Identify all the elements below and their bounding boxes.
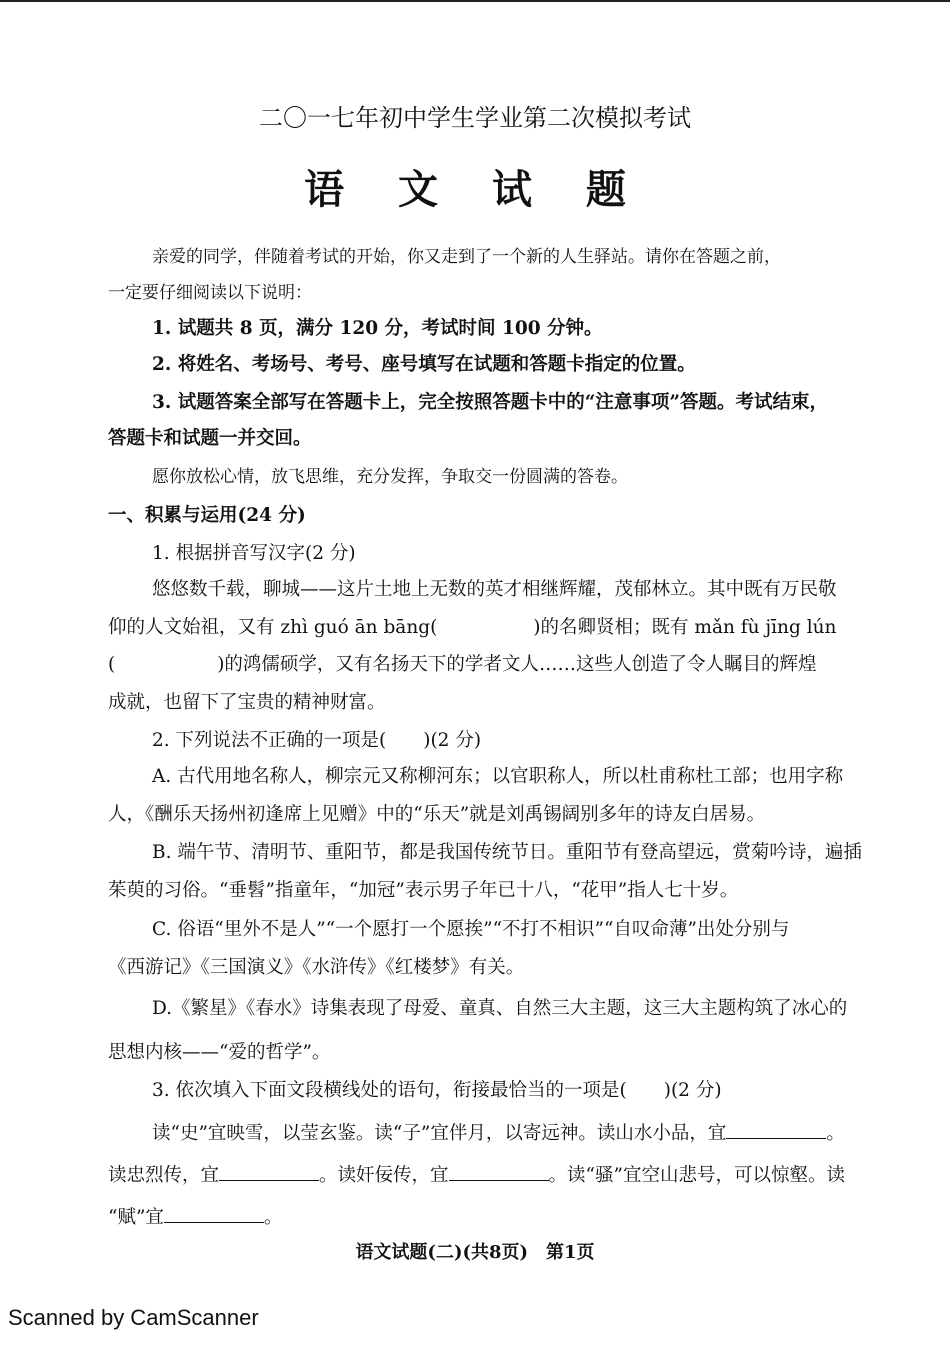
q3-text-line bbox=[152, 1120, 882, 1147]
wish-text: 愿你放松心情，放飞思维，充分发挥，争取交一份圆满的答卷。 bbox=[152, 467, 628, 487]
q3-text: “赋”宜 bbox=[108, 1207, 164, 1228]
q3-text: 读忠烈传，宜 bbox=[108, 1165, 220, 1186]
q1-text-cont: )的鸿儒硕学，又有名扬天下的学者文人……这些人创造了令人瞩目的辉煌 bbox=[217, 654, 817, 675]
fill-blank[interactable] bbox=[164, 1204, 264, 1223]
exam-name: 二〇一七年初中学生学业第二次模拟考试 bbox=[259, 104, 691, 132]
q3-prompt: 3. 依次填入下面文段横线处的语句，衔接最恰当的一项是( )(2 分) bbox=[152, 1080, 722, 1101]
q1-text-line: 悠悠数千载，聊城——这片土地上无数的英才相继辉耀，茂郁林立。其中既有万民敬 bbox=[152, 579, 837, 600]
q3-text-line bbox=[108, 1204, 883, 1231]
q3-punct: 。 bbox=[826, 1123, 845, 1144]
fill-blank[interactable] bbox=[726, 1120, 826, 1139]
q1-text-line: 成就，也留下了宝贵的精神财富。 bbox=[108, 692, 386, 713]
q2-option-b-cont: 茱萸的习俗。“垂髫”指童年，“加冠”表示男子年已十八，“花甲”指人七十岁。 bbox=[108, 880, 739, 901]
rule-3-line-2: 答题卡和试题一并交回。 bbox=[108, 428, 312, 449]
q3-text: 读“史”宜映雪，以莹玄鉴。读“子”宜伴月，以寄远神。读山水小品，宜 bbox=[152, 1123, 727, 1144]
q1-paren-open: ( bbox=[108, 654, 116, 675]
page-footer: 语文试题(二)(共8页) 第1页 bbox=[355, 1242, 595, 1263]
q3-punct: 。 bbox=[263, 1207, 283, 1228]
section-heading: 一、积累与运用(24 分) bbox=[108, 505, 306, 526]
q2-option-d: D.《繁星》《春水》诗集表现了母爱、童真、自然三大主题，这三大主题构筑了冰心的 bbox=[152, 998, 848, 1019]
intro-line-1: 亲爱的同学，伴随着考试的开始，你又走到了一个新的人生驿站。请你在答题之前， bbox=[152, 247, 781, 267]
q2-option-c: C. 俗语“里外不是人”“一个愿打一个愿挨”“不打不相识”“自叹命薄”出处分别与 bbox=[152, 919, 790, 940]
q3-text: 。读“骚”宜空山悲号，可以惊壑。读 bbox=[548, 1165, 845, 1186]
rule-1: 1. 试题共 8 页，满分 120 分，考试时间 100 分钟。 bbox=[152, 318, 603, 339]
q1-pinyin-1: 仰的人文始祖，又有 zhì guó ān bāng( bbox=[108, 617, 438, 638]
q1-pinyin-2: )的名卿贤相；既有 mǎn fù jīng lún bbox=[533, 617, 837, 638]
rule-3-line-1: 3. 试题答案全部写在答题卡上，完全按照答题卡中的“注意事项”答题。考试结束， bbox=[152, 392, 829, 413]
q2-option-b: B. 端午节、清明节、重阳节，都是我国传统节日。重阳节有登高望远，赏菊吟诗，遍插 bbox=[152, 842, 862, 863]
q2-option-a-cont: 人，《酬乐天扬州初逢席上见赠》中的“乐天”就是刘禹锡阔别多年的诗友白居易。 bbox=[108, 804, 766, 825]
fill-blank[interactable] bbox=[219, 1162, 319, 1181]
page-title: 语 文 试 题 bbox=[304, 166, 646, 213]
q2-option-d-cont: 思想内核——“爱的哲学”。 bbox=[108, 1042, 331, 1063]
rule-2: 2. 将姓名、考场号、考号、座号填写在试题和答题卡指定的位置。 bbox=[152, 354, 696, 375]
fill-blank[interactable] bbox=[449, 1162, 549, 1181]
q2-prompt: 2. 下列说法不正确的一项是( )(2 分) bbox=[152, 730, 482, 751]
q1-prompt: 1. 根据拼音写汉字(2 分) bbox=[152, 543, 356, 564]
q3-text: 。读奸佞传，宜 bbox=[319, 1165, 449, 1186]
scanner-watermark: Scanned by CamScanner bbox=[8, 1305, 259, 1330]
q1-text-line bbox=[108, 615, 883, 641]
q2-option-c-cont: 《西游记》《三国演义》《水浒传》《红楼梦》有关。 bbox=[108, 957, 525, 978]
q3-text-line bbox=[108, 1162, 883, 1189]
q1-text-line bbox=[108, 652, 883, 678]
q2-option-a: A. 古代用地名称人，柳宗元又称柳河东；以官职称人，所以杜甫称杜工部；也用字称 bbox=[152, 766, 844, 787]
intro-line-2: 一定要仔细阅读以下说明： bbox=[108, 283, 312, 303]
